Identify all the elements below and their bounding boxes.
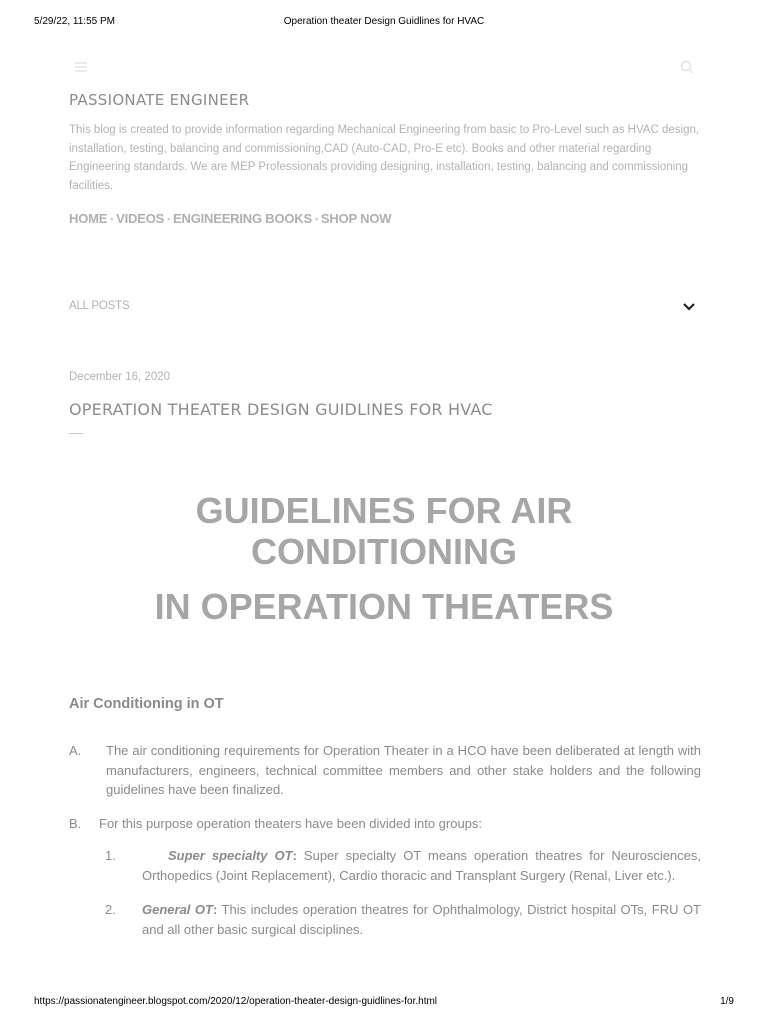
list-item-desc: This includes operation theatres for Ophthalmology, District hospital OTs, FRU OT and all other basic surgical disciplines. [142, 902, 702, 937]
print-url: https://passionatengineer.blogspot.com/2020/12/operation-theater-design-guidlines-for.html [34, 996, 438, 1007]
all-posts-filter[interactable]: ALL POSTS [69, 300, 130, 312]
article-heading-line-3: IN OPERATION THEATERS [154, 586, 614, 627]
nav-item-home[interactable]: HOME [69, 211, 108, 226]
nav-item-videos[interactable]: VIDEOS [116, 211, 165, 226]
nav-item-engineering-books[interactable]: ENGINEERING BOOKS [173, 211, 312, 226]
section-title: Air Conditioning in OT [69, 696, 224, 712]
list-marker: 1. [105, 848, 116, 863]
article-heading-line-2: CONDITIONING [251, 531, 517, 572]
article-heading-line-1: GUIDELINES FOR AIR [195, 490, 573, 531]
chevron-down-icon[interactable] [681, 300, 697, 312]
search-icon[interactable] [680, 60, 694, 74]
print-page-title: Operation theater Design Guidlines for HVAC [283, 16, 485, 27]
title-divider [69, 433, 83, 434]
list-marker: B. [69, 816, 82, 831]
list-item-text [142, 900, 701, 939]
post-date: December 16, 2020 [69, 371, 171, 383]
post-title[interactable]: OPERATION THEATER DESIGN GUIDLINES FOR HVAC [69, 400, 493, 419]
list-item-desc: Super specialty OT means operation theatres for Neurosciences, Orthopedics (Joint Replacement), Cardio thoracic and Transplant Surgery (Renal, Liver etc.). [142, 848, 702, 883]
print-page-number: 1/9 [720, 996, 734, 1007]
menu-icon[interactable] [74, 60, 88, 74]
list-marker: 2. [105, 902, 116, 917]
list-marker: A. [69, 743, 82, 758]
main-nav [69, 211, 391, 226]
list-item-term: Super specialty OT [168, 848, 293, 863]
term-colon: : [292, 848, 297, 863]
blog-title[interactable]: PASSIONATE ENGINEER [69, 91, 250, 109]
list-item-term: General OT [142, 902, 213, 917]
nav-item-shop-now[interactable]: SHOP NOW [320, 211, 392, 226]
nav-separator: • [314, 214, 318, 224]
term-colon: : [212, 902, 218, 917]
list-item-text: The air conditioning requirements for Operation Theater in a HCO have been deliberated at length with manufacturers, engineers, technical committee members and other stake holders and the following guidelines have been finalized. [106, 743, 701, 797]
list-item-text [142, 846, 701, 885]
blog-description: This blog is created to provide information regarding Mechanical Engineering from basic to Pro-Level such as HVAC design, installation, testing, balancing and commissioning,CAD (Auto-CAD, Pro-E etc). Books and other material regarding Engineering standards. We are MEP Professionals providing designing, installation, testing, balancing and commissioning facilities. [69, 124, 700, 192]
nav-separator: • [167, 214, 171, 224]
print-datetime: 5/29/22, 11:55 PM [34, 16, 115, 27]
nav-separator: • [110, 214, 114, 224]
list-item-text: For this purpose operation theaters have been divided into groups: [99, 816, 483, 831]
